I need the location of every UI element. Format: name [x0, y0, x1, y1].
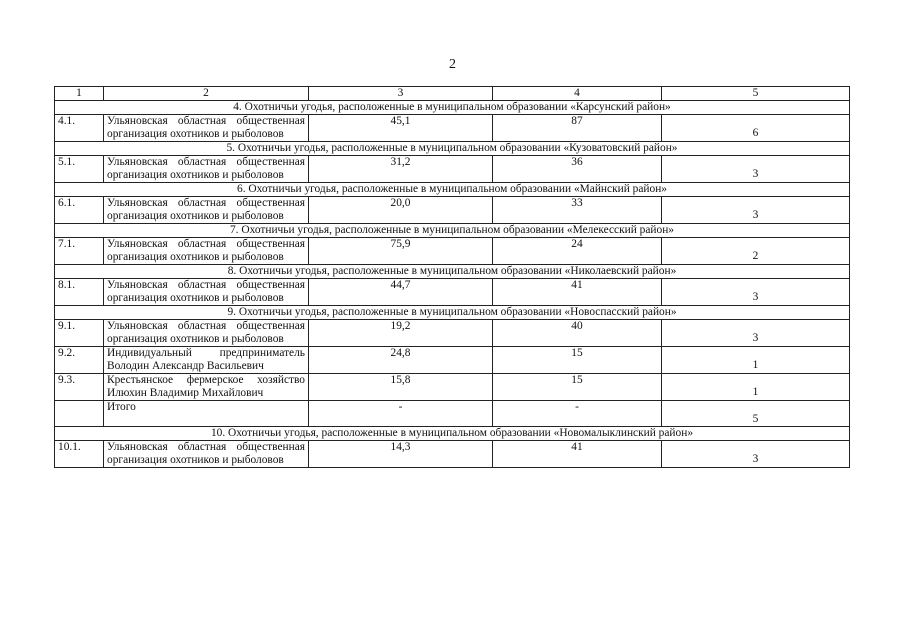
section-title-row: [55, 427, 850, 441]
value-col-3: 20,0: [309, 197, 493, 224]
value-col-4: 87: [493, 115, 662, 142]
table-row: [55, 320, 850, 347]
section-title: 7. Охотничьи угодья, расположенные в муниципальном образовании «Мелекесский район»: [55, 224, 850, 238]
value-col-4: 24: [493, 238, 662, 265]
value-col-3: 14,3: [309, 441, 493, 468]
organization-name: Итого: [104, 401, 309, 427]
organization-name: Ульяновская областная общественная организация охотников и рыболовов: [104, 197, 309, 224]
value-col-3: 19,2: [309, 320, 493, 347]
row-number: 9.1.: [55, 320, 104, 347]
organization-name: Ульяновская областная общественная организация охотников и рыболовов: [104, 279, 309, 306]
section-title-row: [55, 142, 850, 156]
section-title: 10. Охотничьи угодья, расположенные в муниципальном образовании «Новомалыклинский район»: [55, 427, 850, 441]
value-col-5: 3: [662, 197, 850, 224]
header-cell-2: 2: [104, 87, 309, 101]
organization-name: Крестьянское фермерское хозяйство Илюхин Владимир Михайлович: [104, 374, 309, 401]
value-col-4: 36: [493, 156, 662, 183]
value-col-4: 41: [493, 279, 662, 306]
header-cell-5: 5: [662, 87, 850, 101]
value-col-5: 3: [662, 320, 850, 347]
value-col-4: 40: [493, 320, 662, 347]
value-col-4: 15: [493, 347, 662, 374]
row-number: 5.1.: [55, 156, 104, 183]
value-col-4: 41: [493, 441, 662, 468]
value-col-3: 45,1: [309, 115, 493, 142]
section-title-row: [55, 224, 850, 238]
value-col-3: 31,2: [309, 156, 493, 183]
table-body: [55, 87, 850, 468]
organization-name: Индивидуальный предприниматель Володин Александр Васильевич: [104, 347, 309, 374]
header-cell-3: 3: [309, 87, 493, 101]
row-number: 6.1.: [55, 197, 104, 224]
value-col-5: 2: [662, 238, 850, 265]
value-col-4: 15: [493, 374, 662, 401]
hunting-grounds-table: [54, 86, 850, 468]
row-number: 7.1.: [55, 238, 104, 265]
row-number: 8.1.: [55, 279, 104, 306]
table-row: [55, 197, 850, 224]
value-col-3: -: [309, 401, 493, 427]
value-col-5: 3: [662, 279, 850, 306]
row-number: [55, 401, 104, 427]
section-title: 9. Охотничьи угодья, расположенные в муниципальном образовании «Новоспасский район»: [55, 306, 850, 320]
section-title-row: [55, 101, 850, 115]
table-row: [55, 401, 850, 427]
page-number: 2: [449, 57, 456, 72]
organization-name: Ульяновская областная общественная организация охотников и рыболовов: [104, 441, 309, 468]
table-row: [55, 156, 850, 183]
section-title-row: [55, 183, 850, 197]
row-number: 4.1.: [55, 115, 104, 142]
value-col-3: 24,8: [309, 347, 493, 374]
section-title: 8. Охотничьи угодья, расположенные в муниципальном образовании «Николаевский район»: [55, 265, 850, 279]
table-row: [55, 115, 850, 142]
section-title: 6. Охотничьи угодья, расположенные в муниципальном образовании «Майнский район»: [55, 183, 850, 197]
organization-name: Ульяновская областная общественная организация охотников и рыболовов: [104, 238, 309, 265]
value-col-5: 5: [662, 401, 850, 427]
row-number: 10.1.: [55, 441, 104, 468]
value-col-5: 6: [662, 115, 850, 142]
header-cell-4: 4: [493, 87, 662, 101]
section-title-row: [55, 265, 850, 279]
table-header-row: [55, 87, 850, 101]
value-col-3: 15,8: [309, 374, 493, 401]
organization-name: Ульяновская областная общественная организация охотников и рыболовов: [104, 156, 309, 183]
organization-name: Ульяновская областная общественная организация охотников и рыболовов: [104, 115, 309, 142]
table-row: [55, 347, 850, 374]
table-row: [55, 279, 850, 306]
table-row: [55, 374, 850, 401]
header-cell-1: 1: [55, 87, 104, 101]
section-title: 4. Охотничьи угодья, расположенные в муниципальном образовании «Карсунский район»: [55, 101, 850, 115]
row-number: 9.3.: [55, 374, 104, 401]
section-title: 5. Охотничьи угодья, расположенные в муниципальном образовании «Кузоватовский район»: [55, 142, 850, 156]
value-col-5: 1: [662, 374, 850, 401]
organization-name: Ульяновская областная общественная организация охотников и рыболовов: [104, 320, 309, 347]
value-col-5: 3: [662, 156, 850, 183]
value-col-4: -: [493, 401, 662, 427]
table-row: [55, 441, 850, 468]
section-title-row: [55, 306, 850, 320]
value-col-5: 1: [662, 347, 850, 374]
value-col-5: 3: [662, 441, 850, 468]
value-col-4: 33: [493, 197, 662, 224]
table-row: [55, 238, 850, 265]
value-col-3: 44,7: [309, 279, 493, 306]
row-number: 9.2.: [55, 347, 104, 374]
value-col-3: 75,9: [309, 238, 493, 265]
